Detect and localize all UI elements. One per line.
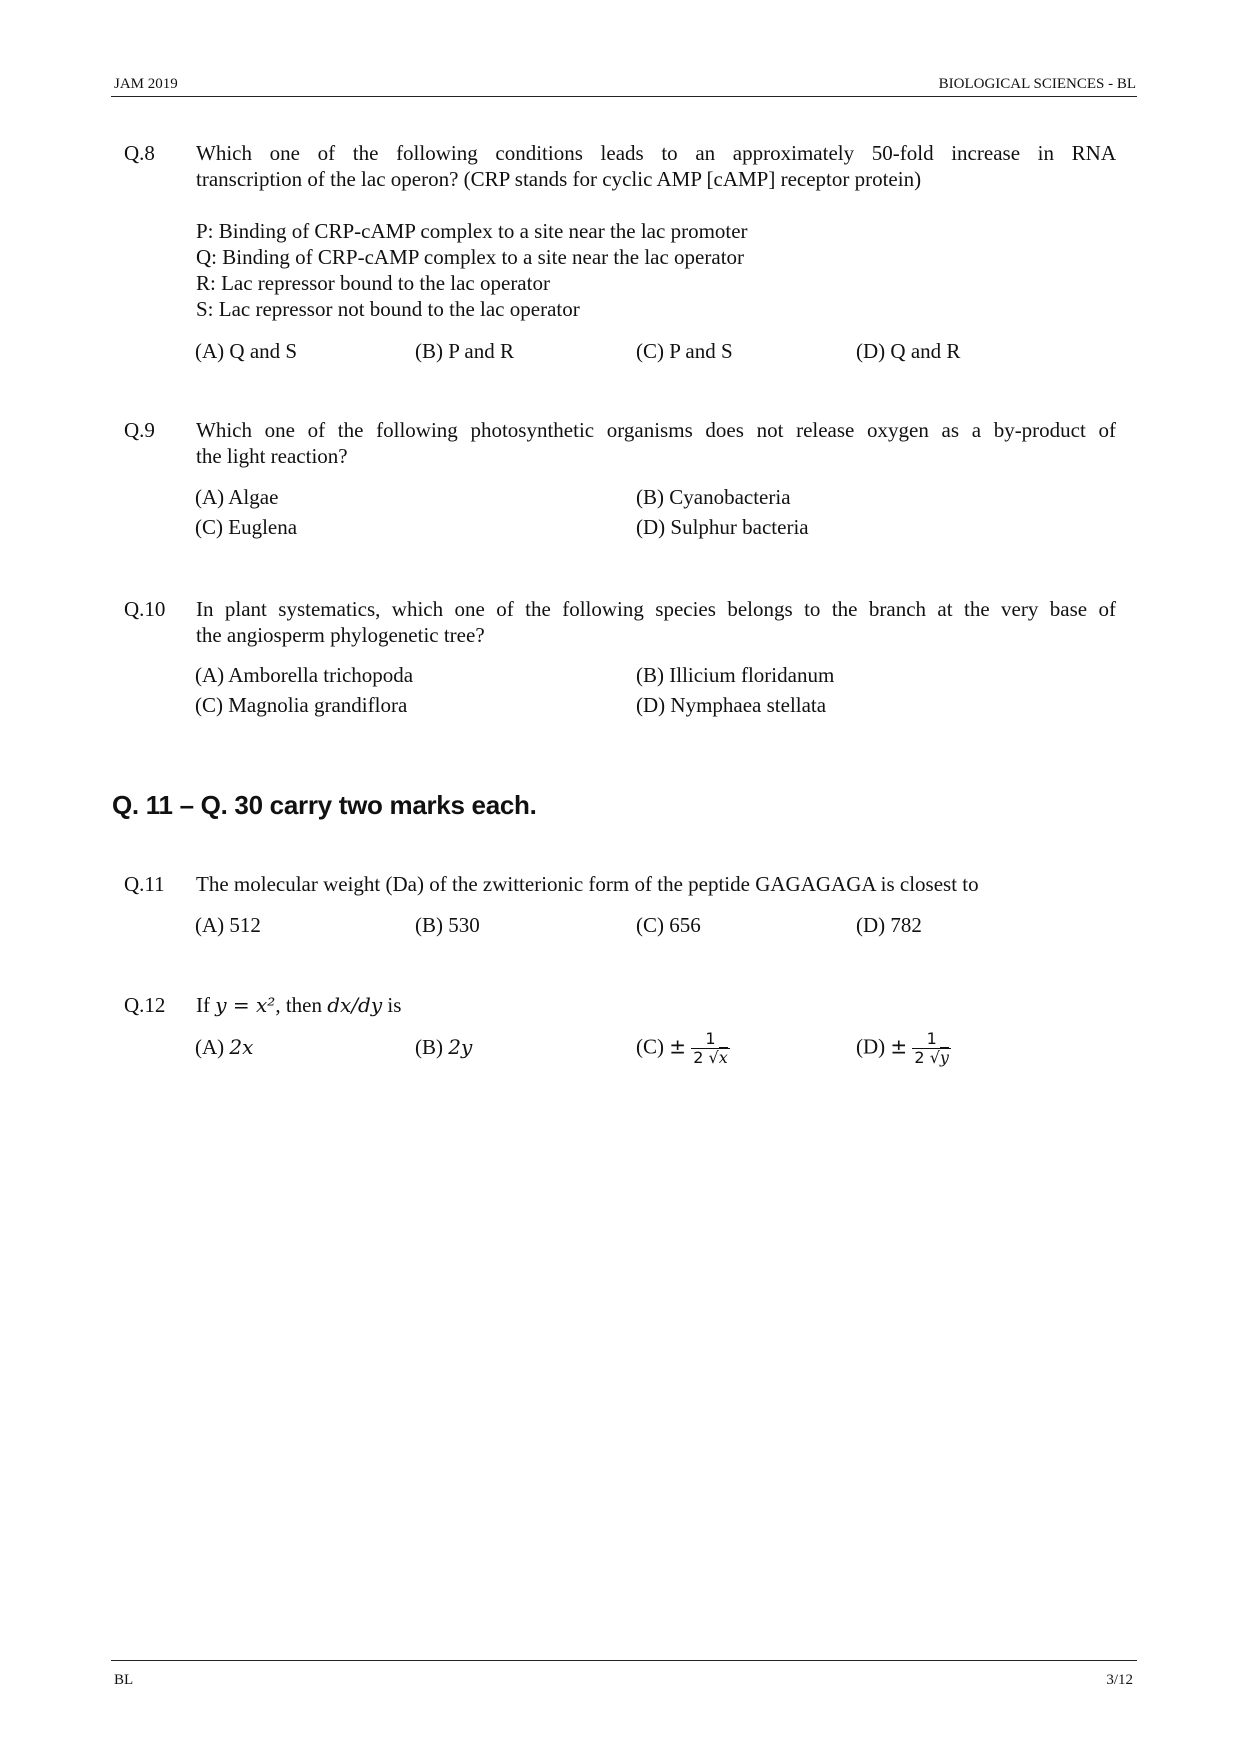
q12-option-c-den-root: x <box>718 1048 728 1067</box>
q12-option-a <box>195 1034 253 1060</box>
q11-option-a: (A) 512 <box>195 913 261 937</box>
q8-option-a: (A) Q and S <box>195 339 298 363</box>
section-title: Q. 11 – Q. 30 carry two marks each. <box>112 790 537 820</box>
q8-option-b: (B) P and R <box>415 339 514 363</box>
q12-option-b-value: 2y <box>448 1035 473 1059</box>
question-number-8: Q.8 <box>124 141 155 165</box>
q11-option-b: (B) 530 <box>415 913 480 937</box>
q11-option-d: (D) 782 <box>856 913 922 937</box>
header-subject: BIOLOGICAL SCIENCES - BL <box>938 76 1136 92</box>
q8-option-d: (D) Q and R <box>856 339 961 363</box>
footer-rule <box>111 1660 1137 1661</box>
question-9-line-2: the light reaction? <box>196 444 348 468</box>
q11-option-c: (C) 656 <box>636 913 701 937</box>
q12-option-c-den-coef: 2 <box>693 1048 704 1067</box>
q8-statement-p: P: Binding of CRP-cAMP complex to a site near the lac promoter <box>196 219 748 243</box>
header-exam-name: JAM 2019 <box>114 76 178 92</box>
header-rule <box>111 96 1137 97</box>
q12-option-c-fraction <box>691 1030 730 1067</box>
q12-option-b-label: (B) <box>415 1035 443 1059</box>
q10-option-d: (D) Nymphaea stellata <box>636 693 827 717</box>
question-11-text: The molecular weight (Da) of the zwitterionic form of the peptide GAGAGAGA is closest to <box>196 872 979 896</box>
question-number-12: Q.12 <box>124 993 166 1017</box>
q12-option-a-value: 2x <box>229 1035 254 1059</box>
question-8-line-1: Which one of the following conditions leads to an approximately 50-fold increase in RNA <box>196 141 1116 165</box>
q12-option-c-numerator: 1 <box>691 1030 730 1049</box>
q8-statement-s: S: Lac repressor not bound to the lac operator <box>196 297 580 321</box>
q10-option-c: (C) Magnolia grandiflora <box>195 693 408 717</box>
q12-option-a-label: (A) <box>195 1035 225 1059</box>
q8-statement-r: R: Lac repressor bound to the lac operator <box>196 271 550 295</box>
question-number-11: Q.11 <box>124 872 165 896</box>
q12-equation: y = x² <box>215 993 276 1017</box>
q9-option-d: (D) Sulphur bacteria <box>636 515 809 539</box>
question-12-text <box>196 992 401 1018</box>
q12-option-d-den-root: y <box>939 1048 949 1067</box>
q12-option-d-fraction <box>912 1030 951 1067</box>
q8-option-c: (C) P and S <box>636 339 733 363</box>
q12-option-c-plusminus: ± <box>669 1034 687 1059</box>
q10-option-b: (B) Illicium floridanum <box>636 663 835 687</box>
q12-option-b <box>415 1034 472 1060</box>
question-9-line-1: Which one of the following photosynthetic organisms does not release oxygen as a by-product of <box>196 418 1116 442</box>
q12-text-is: is <box>387 993 402 1017</box>
q10-option-a: (A) Amborella trichopoda <box>195 663 414 687</box>
q12-option-d-numerator: 1 <box>912 1030 951 1049</box>
q12-option-c-label: (C) <box>636 1034 664 1059</box>
q12-option-d-label: (D) <box>856 1034 886 1059</box>
question-number-9: Q.9 <box>124 418 155 442</box>
q12-option-d-denominator: 2 √y <box>914 1048 949 1067</box>
question-8-line-2: transcription of the lac operon? (CRP stands for cyclic AMP [cAMP] receptor protein) <box>196 167 922 191</box>
q9-option-c: (C) Euglena <box>195 515 298 539</box>
q12-option-d-plusminus: ± <box>890 1034 908 1059</box>
footer-paper-code: BL <box>114 1672 134 1688</box>
footer-page-number: 3/12 <box>1106 1672 1133 1688</box>
q12-option-c <box>636 1030 730 1067</box>
q12-option-d-den-coef: 2 <box>914 1048 925 1067</box>
q12-derivative: dx/dy <box>327 993 383 1017</box>
q12-option-d <box>856 1030 951 1067</box>
question-10-line-2: the angiosperm phylogenetic tree? <box>196 623 485 647</box>
q12-text-if: If <box>196 993 210 1017</box>
q9-option-a: (A) Algae <box>195 485 279 509</box>
question-number-10: Q.10 <box>124 597 166 621</box>
q8-statement-q: Q: Binding of CRP-cAMP complex to a site near the lac operator <box>196 245 745 269</box>
q9-option-b: (B) Cyanobacteria <box>636 485 791 509</box>
q12-text-then: , then <box>275 993 322 1017</box>
question-10-line-1: In plant systematics, which one of the following species belongs to the branch at the very base of <box>196 597 1116 621</box>
q12-option-c-denominator: 2 √x <box>693 1048 728 1067</box>
